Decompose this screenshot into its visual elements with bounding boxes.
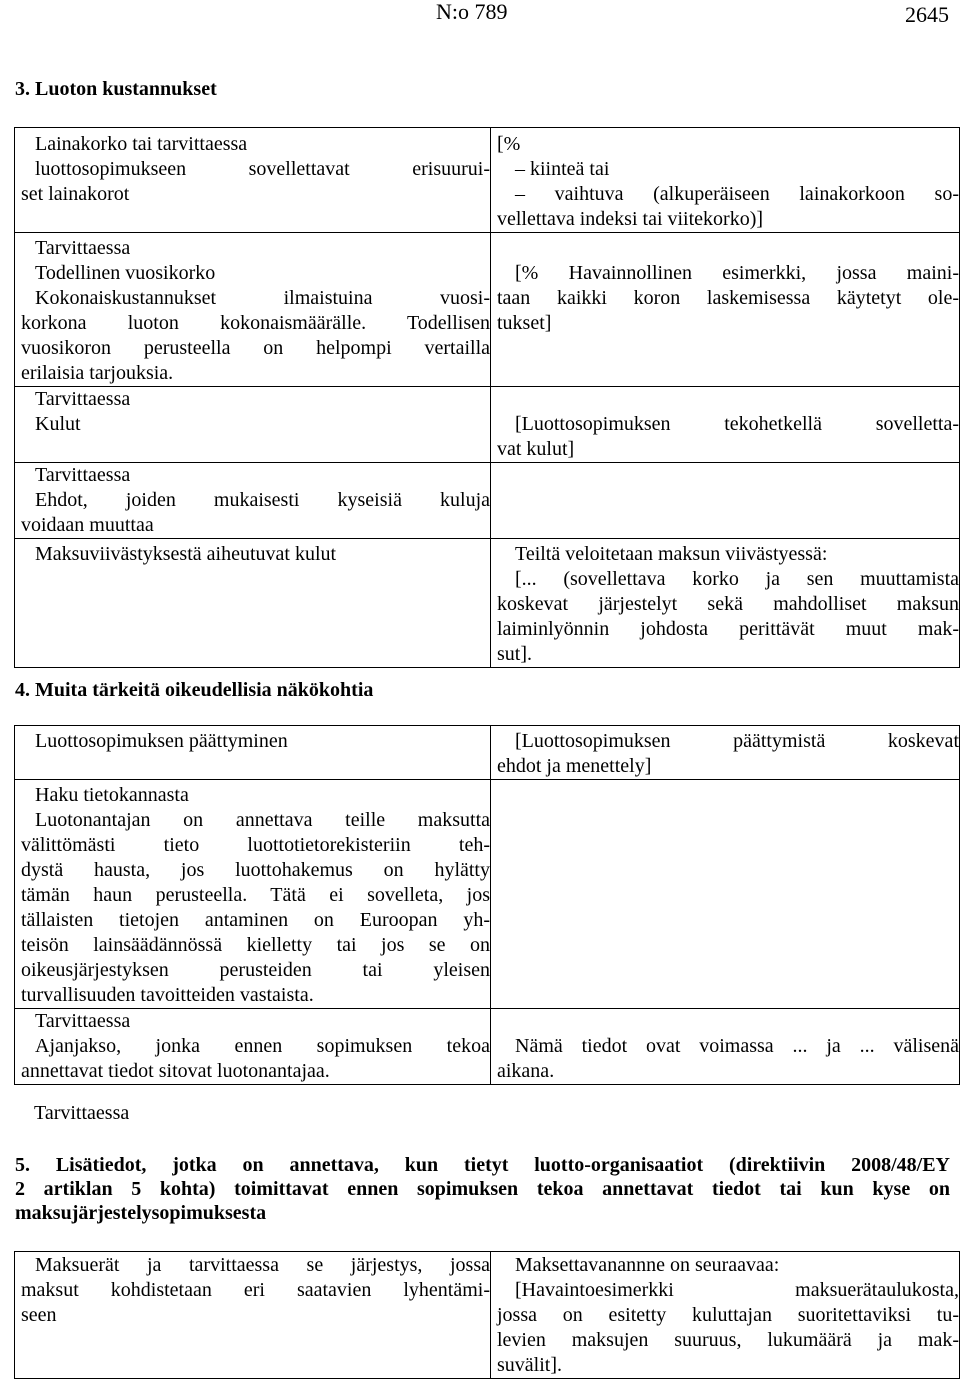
title-line: 2 artiklan 5 kohta) toimittavat ennen sopimuksen tekoa annettavat tiedot tai kun kyse on <box>15 1178 950 1200</box>
table-row <box>15 233 960 387</box>
cell-loan-rate-label <box>15 128 491 233</box>
text-line: Tarvittaessa <box>35 464 131 486</box>
text-line: seen <box>21 1304 57 1326</box>
text-line: [... (sovellettava korko ja sen muuttamista <box>515 568 959 590</box>
text-line: vellettava indeksi tai viitekorko)] <box>497 208 764 230</box>
table-row <box>15 1009 960 1085</box>
cell-database-value <box>491 780 960 1009</box>
text-line: vat kulut] <box>497 438 575 460</box>
text-line: [% Havainnollinen esimerkki, jossa maini- <box>515 262 959 284</box>
text-line: Lainakorko tai tarvittaessa <box>35 133 248 155</box>
cell-apr-label <box>15 233 491 387</box>
text-line: Ehdot, joiden mukaisesti kyseisiä kuluja <box>35 489 490 511</box>
text-line: set lainakorot <box>21 183 130 205</box>
table-row <box>15 463 960 539</box>
cell-termination-label <box>15 726 491 780</box>
text-line: tämän haun perusteella. Tätä ei sovelleta, jos <box>21 884 490 906</box>
cell-late-payment-value <box>491 539 960 668</box>
text-line: erilaisia tarjouksia. <box>21 362 174 384</box>
text-line: tällaisten tietojen antaminen on Euroopan yh- <box>21 909 490 931</box>
cell-cost-change-label <box>15 463 491 539</box>
cell-loan-rate-value <box>491 128 960 233</box>
text-line: dystä hausta, jos luottohakemus on hylätty <box>21 859 490 881</box>
section-5-title <box>15 1153 950 1225</box>
text-line: Maksuviivästyksestä aiheutuvat kulut <box>35 543 337 565</box>
text-line: tukset] <box>497 312 552 334</box>
document-number: N:o 789 <box>436 0 508 24</box>
cell-validity-value <box>491 1009 960 1085</box>
text-line: [Luottosopimuksen tekohetkellä sovelletta- <box>515 413 959 435</box>
text-line: luottosopimukseen sovellettavat erisuurui- <box>35 158 490 180</box>
section-3-table <box>14 127 960 668</box>
table-row <box>15 780 960 1009</box>
cell-late-payment-label <box>15 539 491 668</box>
text-line: Kulut <box>35 413 81 435</box>
text-line: suvälit]. <box>497 1354 562 1376</box>
section-4-table <box>14 725 960 1085</box>
text-line: sut]. <box>497 643 532 665</box>
title-line: 5. Lisätiedot, jotka on annettava, kun tietyt luotto-organisaatiot (direktiivin 2008/48/EY <box>15 1154 950 1176</box>
text-line: annettavat tiedot sitovat luotonantajaa. <box>21 1060 330 1082</box>
cell-apr-value <box>491 233 960 387</box>
text-line: välittömästi tieto luottotietorekisteriin teh- <box>21 834 490 856</box>
table-row <box>15 1252 960 1379</box>
page-number: 2645 <box>905 2 949 27</box>
section-5-table <box>14 1251 960 1379</box>
text-line: vuosikoron perusteella on helpompi vertailla <box>21 337 490 359</box>
text-line: teisön lainsäädännössä kielletty tai jos se on <box>21 934 490 956</box>
text-line: jossa on esitetty kuluttajan suoritettaviksi tu- <box>497 1304 959 1326</box>
text-line: ehdot ja menettely] <box>497 755 652 777</box>
text-line: Ajanjakso, jonka ennen sopimuksen tekoa <box>35 1035 490 1057</box>
text-line: taan kaikki koron laskemisessa käytetyt ole- <box>497 287 959 309</box>
text-line: oikeusjärjestyksen perusteiden tai yleisen <box>21 959 490 981</box>
text-line: Kokonaiskustannukset ilmaistuina vuosi- <box>35 287 490 309</box>
text-line: korkona luoton kokonaismäärälle. Todellisen <box>21 312 490 334</box>
cell-validity-label <box>15 1009 491 1085</box>
text-line: [% <box>497 133 521 155</box>
table-row <box>15 387 960 463</box>
cell-instalments-value <box>491 1252 960 1379</box>
text-line: Luottosopimuksen päättyminen <box>35 730 288 752</box>
text-line: koskevat järjestelyt sekä mahdolliset maksun <box>497 593 959 615</box>
cell-costs-label <box>15 387 491 463</box>
text-line: Tarvittaessa <box>35 388 131 410</box>
section-4-trailing-text: Tarvittaessa <box>34 1102 130 1124</box>
text-line: [Havaintoesimerkki maksuerätaulukosta, <box>515 1279 959 1301</box>
text-line: Todellinen vuosikorko <box>35 262 216 284</box>
cell-instalments-label <box>15 1252 491 1379</box>
text-line: Maksuerät ja tarvittaessa se järjestys, jossa <box>35 1254 490 1276</box>
text-line: Tarvittaessa <box>35 237 131 259</box>
cell-cost-change-value <box>491 463 960 539</box>
table-row <box>15 539 960 668</box>
text-line: laiminlyönnin johdosta perittävät muut mak- <box>497 618 959 640</box>
cell-database-label <box>15 780 491 1009</box>
text-line: turvallisuuden tavoitteiden vastaista. <box>21 984 314 1006</box>
text-line: Haku tietokannasta <box>35 784 189 806</box>
text-line: aikana. <box>497 1060 555 1082</box>
text-line: voidaan muuttaa <box>21 514 154 536</box>
text-line: Maksettavanannne on seuraavaa: <box>515 1254 780 1276</box>
text-line: levien maksujen suuruus, lukumäärä ja mak- <box>497 1329 959 1351</box>
cell-termination-value <box>491 726 960 780</box>
text-line: [Luottosopimuksen päättymistä koskevat <box>515 730 959 752</box>
text-line: Tarvittaessa <box>35 1010 131 1032</box>
text-line: maksut kohdistetaan eri saatavien lyhentämi- <box>21 1279 490 1301</box>
section-3-title: 3. Luoton kustannukset <box>15 78 217 100</box>
text-line: Luotonantajan on annettava teille maksutta <box>35 809 490 831</box>
table-row <box>15 128 960 233</box>
text-line: Teiltä veloitetaan maksun viivästyessä: <box>515 543 828 565</box>
title-line: maksujärjestelysopimuksesta <box>15 1202 267 1224</box>
text-line: Nämä tiedot ovat voimassa ... ja ... välisenä <box>515 1035 959 1057</box>
table-row <box>15 726 960 780</box>
section-4-title: 4. Muita tärkeitä oikeudellisia näkökohtia <box>15 679 374 701</box>
cell-costs-value <box>491 387 960 463</box>
text-line: – vaihtuva (alkuperäiseen lainakorkoon so- <box>515 183 959 205</box>
text-line: – kiinteä tai <box>515 158 610 180</box>
